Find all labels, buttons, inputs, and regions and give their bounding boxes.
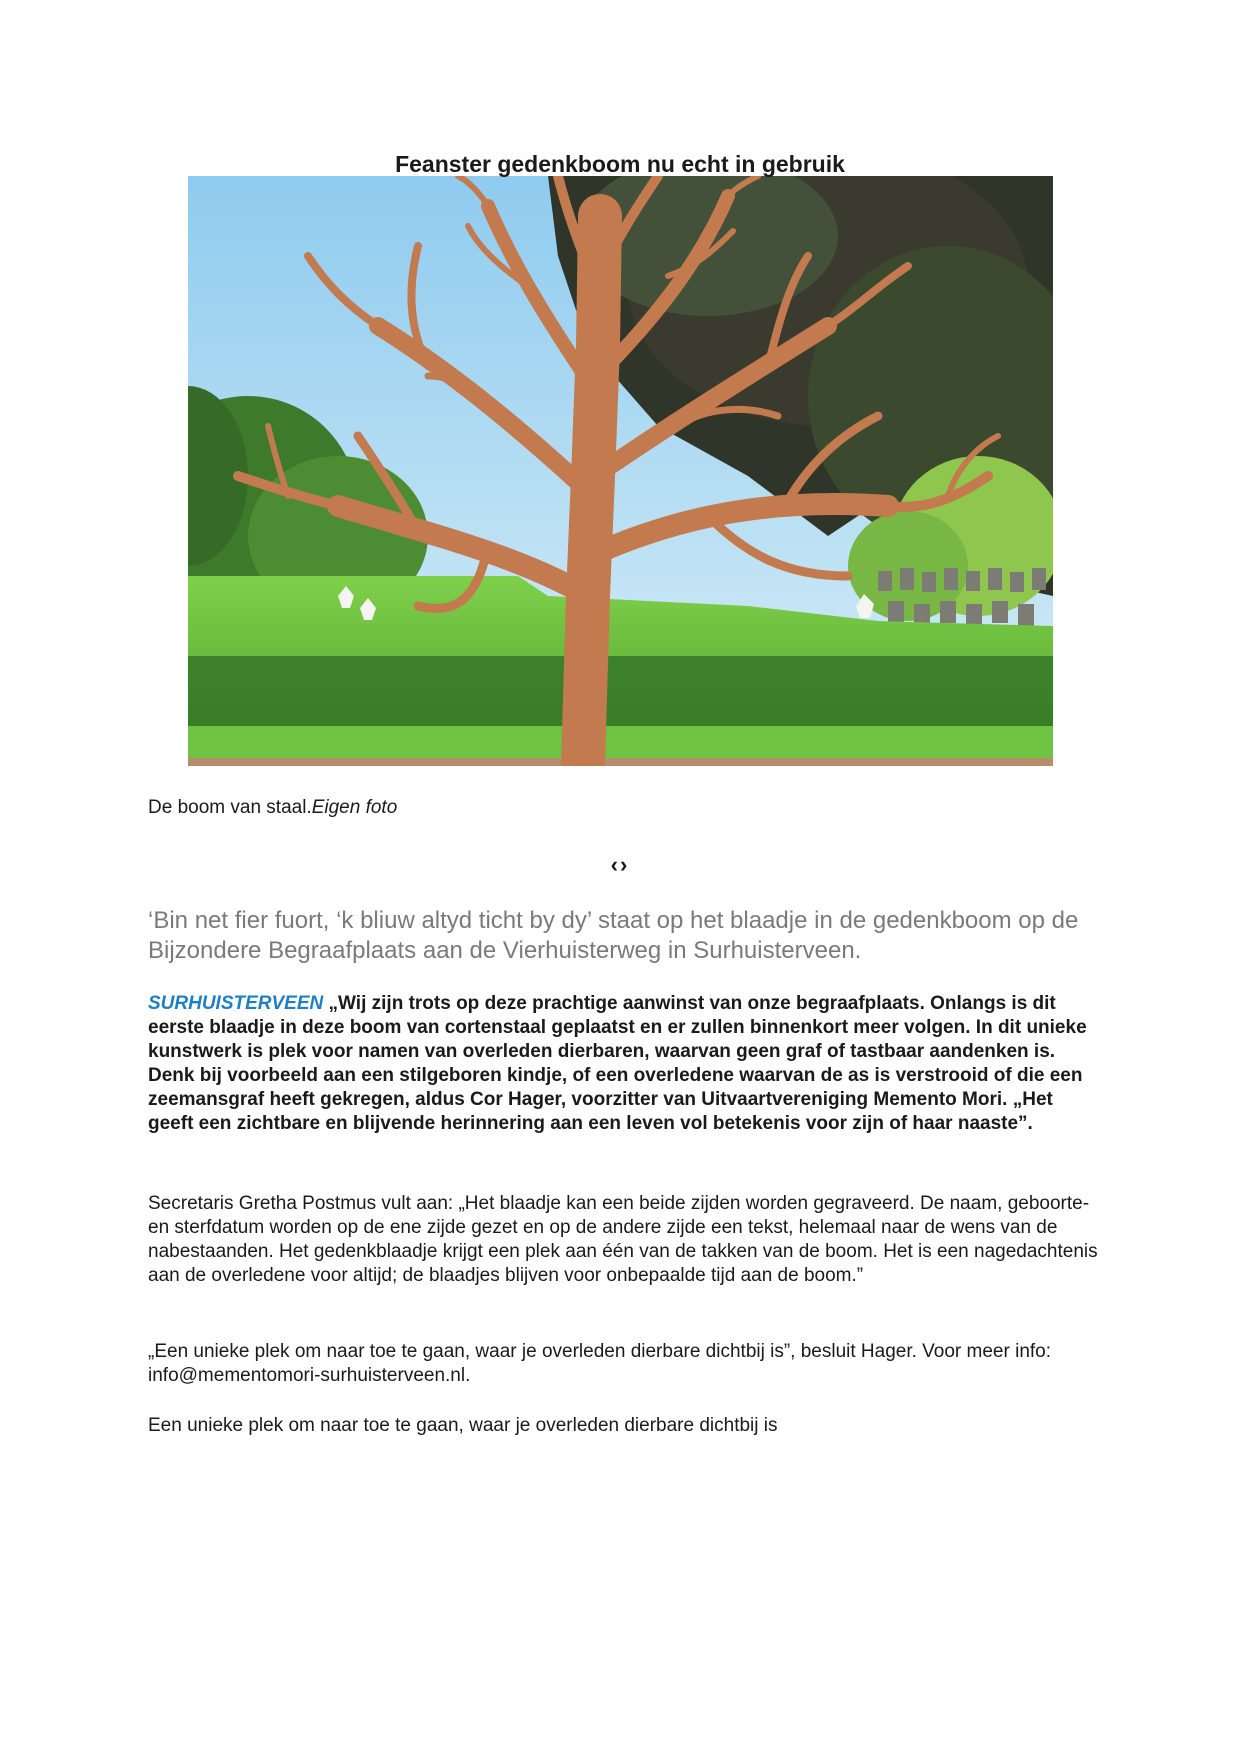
gallery-nav — [0, 852, 1240, 878]
article-paragraph-2: Secretaris Gretha Postmus vult aan: „Het blaadje kan een beide zijden worden gegraveerd. De naam, geboorte- en sterfdatum worden op de ene zijde gezet en op de andere zijde een tekst, helemaal naar de wens van de nabestaanden. Het gedenkblaadje krijgt een plek aan één van de takken van de boom. Het is een nagedachtenis aan de overledene voor altijd; de blaadjes blijven voor onbepaalde tijd aan de boom.” — [148, 1193, 1098, 1286]
article-intro — [148, 992, 1100, 1136]
article-paragraph-3: „Een unieke plek om naar toe te gaan, waar je overleden dierbare dichtbij is”, besluit Hager. Voor meer info: info@mementomori-surhuisterveen.nl. — [148, 1341, 1052, 1386]
intro-text: „Wij zijn trots op deze prachtige aanwinst van onze begraafplaats. Onlangs is dit eerste blaadje in deze boom van cortenstaal geplaatst en er zullen binnenkort meer volgen. In dit unieke kunstwerk is plek voor namen van overleden dierbaren, waarvan geen graf of tastbaar aandenken is. Denk bij voorbeeld aan een stilgeboren kindje, of een overledene waarvan de as is verstrooid of die een zeemansgraf heeft gekregen, aldus Cor Hager, voorzitter van Uitvaartvereniging Memento Mori. „Het geeft een zichtbare en blijvende herinnering aan een leven vol betekenis voor zijn of haar naaste”. — [148, 993, 1087, 1134]
chevron-right-icon[interactable]: › — [620, 852, 630, 877]
memorial-tree-photo — [188, 176, 1053, 766]
article-title: Feanster gedenkboom nu echt in gebruik — [395, 151, 845, 177]
caption-text: De boom van staal. — [148, 797, 312, 818]
article-lead: ‘Bin net fier fuort, ‘k bliuw altyd ticht by dy’ staat op het blaadje in de gedenkboom op de Bijzondere Begraafplaats aan de Vierhuisterweg in Surhuisterveen. — [148, 907, 1079, 964]
dateline-place: SURHUISTERVEEN — [148, 993, 324, 1014]
caption-credit: Eigen foto — [311, 797, 398, 818]
photo-caption — [148, 796, 397, 820]
article-paragraph-4: Een unieke plek om naar toe te gaan, waar je overleden dierbare dichtbij is — [148, 1415, 778, 1436]
chevron-left-icon[interactable]: ‹ — [610, 852, 620, 877]
